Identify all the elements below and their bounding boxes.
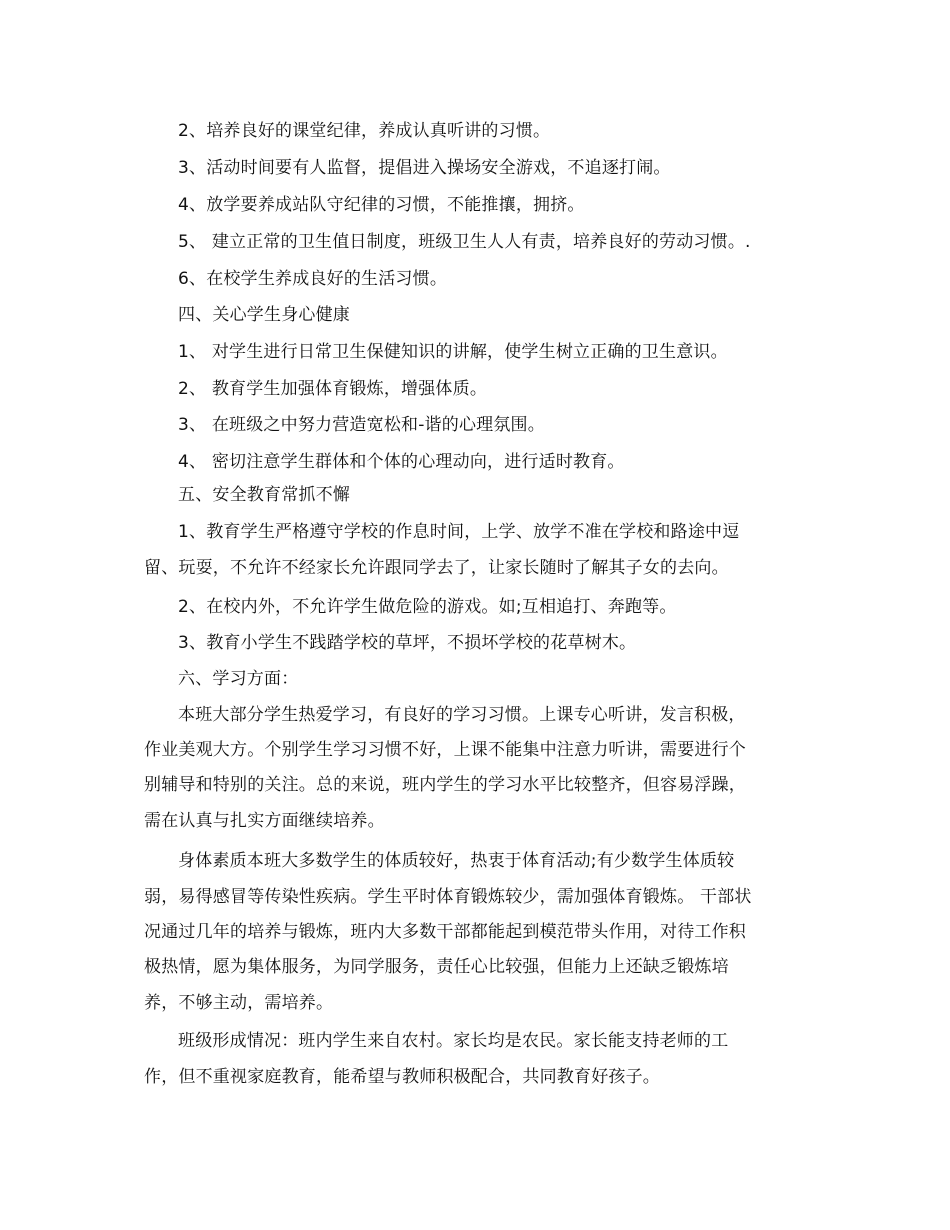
section-heading: 四、关心学生身心健康 <box>178 305 350 325</box>
text-line: 留、玩耍，不允许不经家长允许跟同学去了，让家长随时了解其子女的去向。 <box>144 558 729 578</box>
text-line: 1、教育学生严格遵守学校的作息时间，上学、放学不准在学校和路途中逗 <box>178 522 740 542</box>
text-line: 养，不够主动，需培养。 <box>144 993 334 1013</box>
section-heading: 五、安全教育常抓不懈 <box>178 485 350 505</box>
section-heading: 六、学习方面： <box>178 669 299 689</box>
text-line: 6、在校学生养成良好的生活习惯。 <box>178 269 448 289</box>
text-line: 别辅导和特别的关注。总的来说，班内学生的学习水平比较整齐，但容易浮躁， <box>144 775 746 795</box>
text-line: 2、培养良好的课堂纪律，养成认真听讲的习惯。 <box>178 121 551 141</box>
text-line: 极热情，愿为集体服务，为同学服务，责任心比较强，但能力上还缺乏锻炼培 <box>144 957 729 977</box>
text-line: 2、在校内外，不允许学生做危险的游戏。如;互相追打、奔跑等。 <box>178 597 677 617</box>
text-line: 弱，易得感冒等传染性疾病。学生平时体育锻炼较少，需加强体育锻炼。 干部状 <box>144 887 752 907</box>
text-line: 本班大部分学生热爱学习，有良好的学习习惯。上课专心听讲，发言积极， <box>178 705 746 725</box>
text-line: 3、 在班级之中努力营造宽松和-谐的心理氛围。 <box>178 415 545 435</box>
text-line: 作，但不重视家庭教育，能希望与教师积极配合，共同教育好孩子。 <box>144 1067 660 1087</box>
text-line: 需在认真与扎实方面继续培养。 <box>144 811 385 831</box>
text-line: 5、 建立正常的卫生值日制度，班级卫生人人有责，培养良好的劳动习惯。. <box>178 232 751 252</box>
text-line: 3、教育小学生不践踏学校的草坪，不损坏学校的花草树木。 <box>178 633 637 653</box>
text-line: 班级形成情况：班内学生来自农村。家长均是农民。家长能支持老师的工 <box>178 1031 729 1051</box>
text-line: 4、放学要养成站队守纪律的习惯，不能推攘，拥挤。 <box>178 195 585 215</box>
text-line: 2、 教育学生加强体育锻炼，增强体质。 <box>178 379 488 399</box>
text-line: 1、 对学生进行日常卫生保健知识的讲解，使学生树立正确的卫生意识。 <box>178 342 728 362</box>
text-line: 况通过几年的培养与锻炼，班内大多数干部都能起到模范带头作用，对待工作积 <box>144 922 746 942</box>
text-line: 4、 密切注意学生群体和个体的心理动向，进行适时教育。 <box>178 452 625 472</box>
text-line: 作业美观大方。个别学生学习习惯不好，上课不能集中注意力听讲，需要进行个 <box>144 740 746 760</box>
text-line: 身体素质本班大多数学生的体质较好，热衷于体育活动;有少数学生体质较 <box>178 851 735 871</box>
text-line: 3、活动时间要有人监督，提倡进入操场安全游戏，不追逐打闹。 <box>178 158 671 178</box>
